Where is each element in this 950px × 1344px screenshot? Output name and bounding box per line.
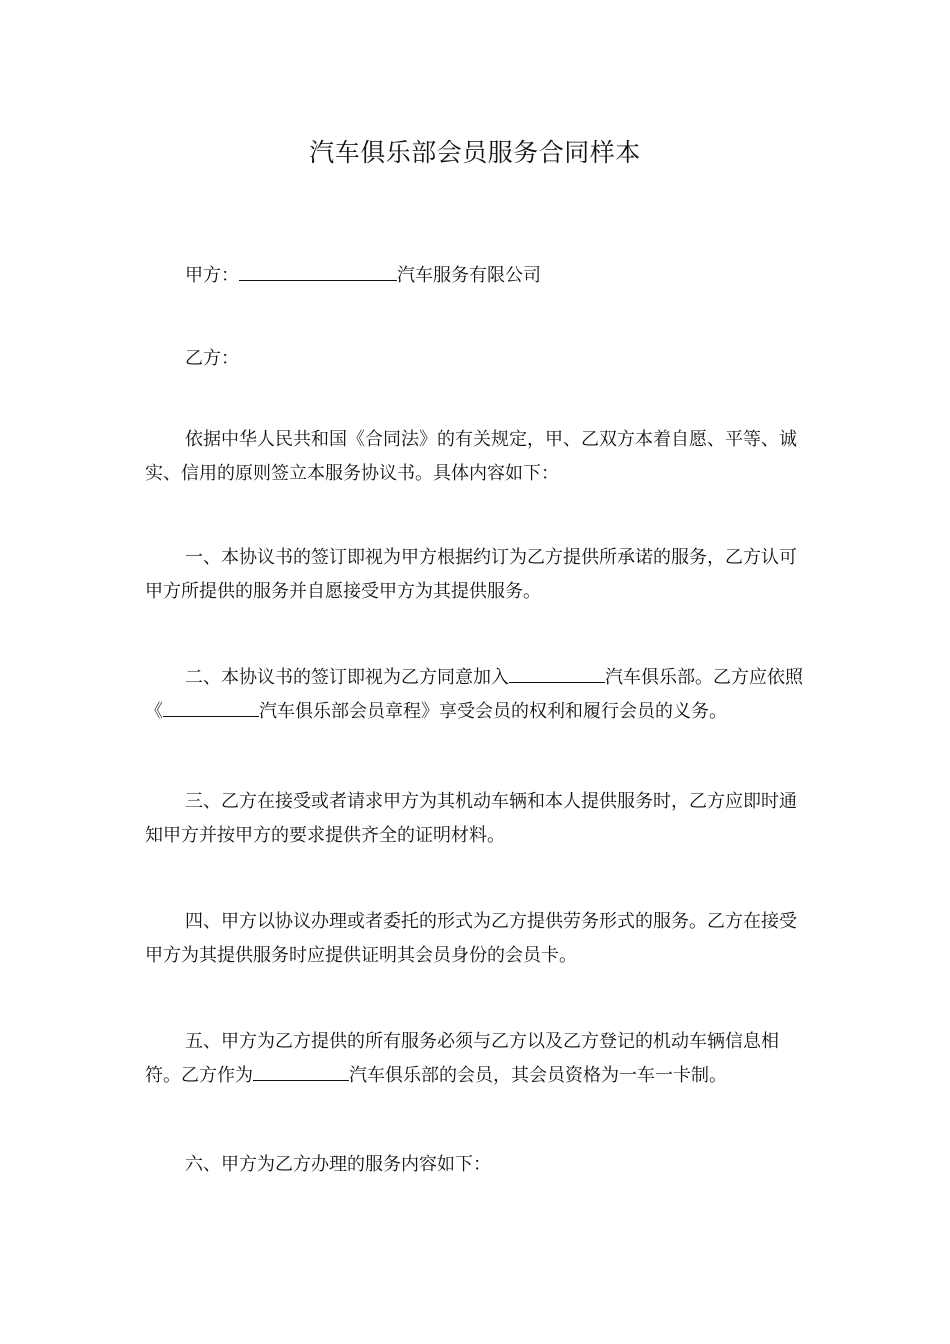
clause-2-part-1: 二、本协议书的签订即视为乙方同意加入 bbox=[185, 667, 509, 688]
clause-2-part-3: 汽车俱乐部会员章程》享受会员的权利和履行会员的义务。 bbox=[259, 701, 727, 722]
party-b-line bbox=[185, 342, 239, 376]
party-a-label: 甲方： bbox=[185, 265, 239, 286]
clause-6: 六、甲方为乙方办理的服务内容如下： bbox=[185, 1154, 491, 1175]
clause-5 bbox=[145, 1025, 805, 1093]
clause-5-part-2: 汽车俱乐部的会员，其会员资格为一车一卡制。 bbox=[349, 1065, 727, 1086]
club-name-blank-1 bbox=[509, 662, 605, 683]
clause-4: 四、甲方以协议办理或者委托的形式为乙方提供劳务形式的服务。乙方在接受甲方为其提供服务时应提供证明其会员身份的会员卡。 bbox=[145, 911, 797, 966]
clause-2 bbox=[145, 661, 805, 729]
party-a-line bbox=[185, 259, 541, 293]
club-name-blank-2 bbox=[163, 696, 259, 717]
clause-2-part-2: 汽车俱乐部。乙方应依照《 bbox=[145, 667, 803, 722]
party-b-label: 乙方： bbox=[185, 348, 239, 369]
intro-paragraph: 依据中华人民共和国《合同法》的有关规定，甲、乙双方本着自愿、平等、诚实、信用的原则签立本服务协议书。具体内容如下： bbox=[145, 429, 797, 484]
clause-1: 一、本协议书的签订即视为甲方根据约订为乙方提供所承诺的服务，乙方认可甲方所提供的服务并自愿接受甲方为其提供服务。 bbox=[145, 547, 797, 602]
party-a-suffix: 汽车服务有限公司 bbox=[397, 265, 541, 286]
club-name-blank-3 bbox=[253, 1060, 349, 1081]
clause-3: 三、乙方在接受或者请求甲方为其机动车辆和本人提供服务时，乙方应即时通知甲方并按甲方的要求提供齐全的证明材料。 bbox=[145, 791, 797, 846]
document-title: 汽车俱乐部会员服务合同样本 bbox=[309, 138, 641, 167]
clause-5-part-1: 五、甲方为乙方提供的所有服务必须与乙方以及乙方登记的机动车辆信息相符。乙方作为 bbox=[145, 1031, 779, 1086]
party-a-blank bbox=[239, 260, 397, 281]
